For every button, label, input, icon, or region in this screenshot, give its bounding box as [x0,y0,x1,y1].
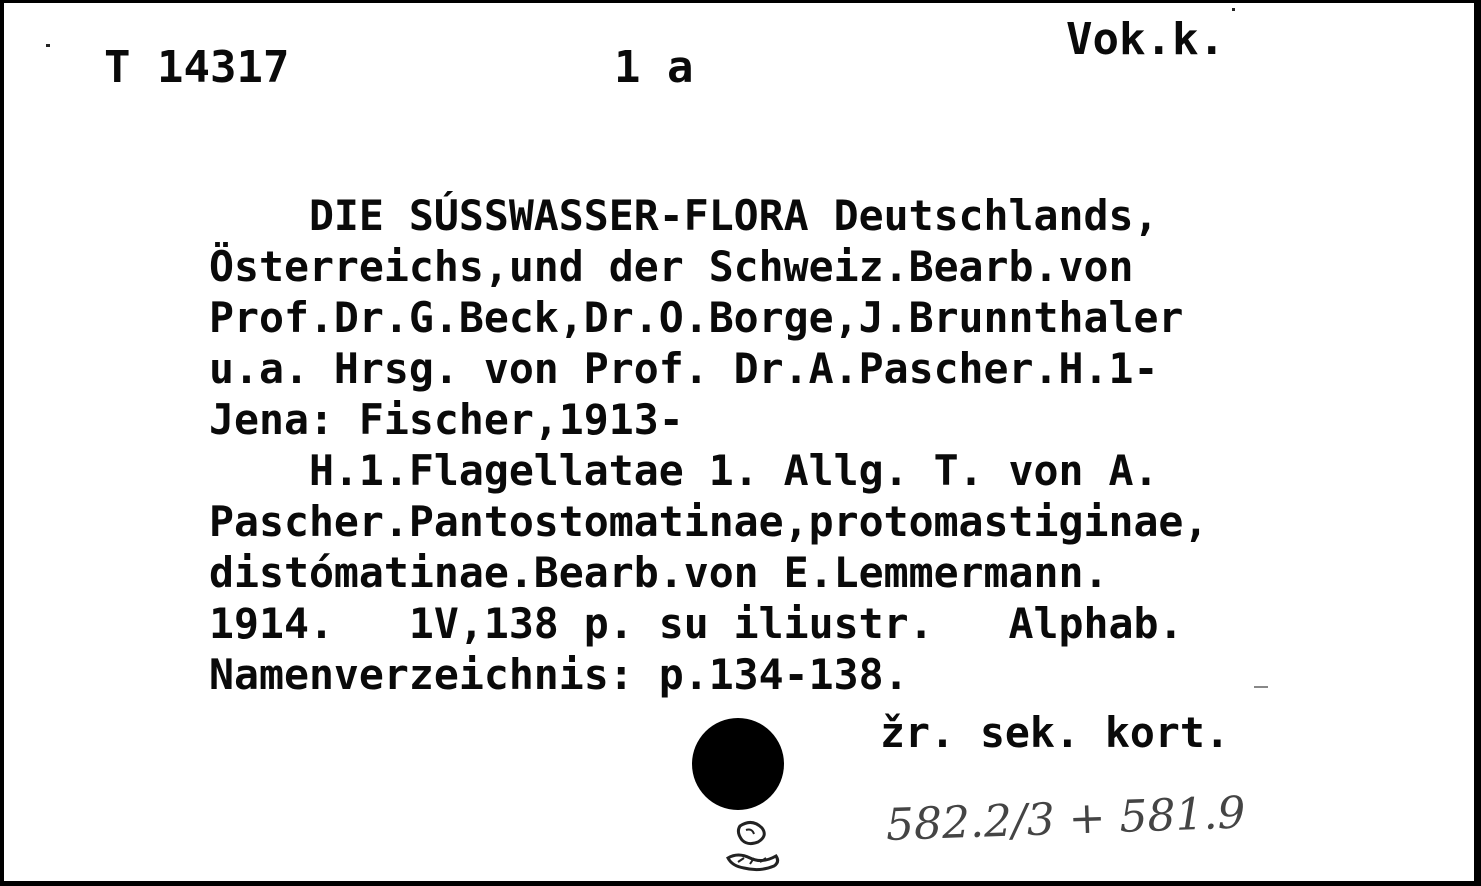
collection-code: Vok.k. [1066,14,1225,65]
entry-line: u.a. Hrsg. von Prof. Dr.A.Pascher.H.1- [209,344,1159,393]
entry-line: 1914. 1V,138 p. su iliustr. Alphab. [209,599,1184,648]
speck [1232,8,1235,11]
speck [1254,686,1268,688]
card-index: 1 a [614,42,694,93]
card-edge-left [0,0,4,886]
entry-line: H.1.Flagellatae 1. Allg. T. von A. [209,446,1159,495]
handwritten-classification: 582.2/3 + 581.9 [885,787,1247,851]
entry-line: Österreichs,und der Schweiz.Bearb.von [209,242,1134,291]
entry-line: Pascher.Pantostomatinae,protomastiginae, [209,497,1209,546]
entry-line: Namenverzeichnis: p.134-138. [209,650,909,699]
entry-line: Jena: Fischer,1913- [209,395,684,444]
punch-hole [692,718,784,810]
catalog-number: T 14317 [104,42,290,93]
card-edge-bottom [0,881,1481,886]
entry-line: Prof.Dr.G.Beck,Dr.O.Borge,J.Brunnthaler [209,293,1184,342]
source-note: žr. sek. kort. [880,708,1230,757]
bibliographic-entry [209,190,1469,700]
stamp-mark-icon [722,818,784,872]
card-edge-right [1474,0,1481,886]
entry-line: DIE SÚSSWASSER-FLORA Deutschlands, [209,191,1159,240]
entry-line: distómatinae.Bearb.von E.Lemmermann. [209,548,1109,597]
card-edge-top [0,0,1481,3]
speck [46,44,50,47]
